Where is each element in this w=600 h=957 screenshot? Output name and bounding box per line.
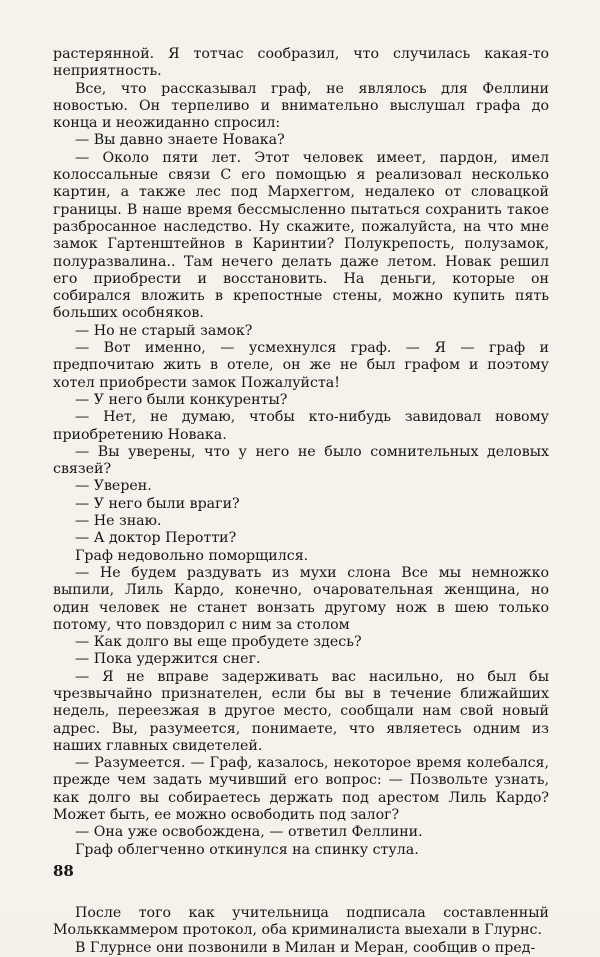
paragraph: — Нет, не думаю, чтобы кто-нибудь завидовал новому приобретению Новака. (53, 409, 549, 443)
paragraph: — Как долго вы еще пробудете здесь? (75, 634, 362, 651)
paragraph: Все, что рассказывал граф, не являлось для Феллини новостью. Он терпеливо и внимательно выслушал графа до конца и неожиданно спросил: (53, 80, 549, 132)
paragraph: — Она уже освобождена, — ответил Феллини. (75, 824, 423, 841)
paragraph: — Я не вправе задерживать вас насильно, но был бы чрезвычайно признателен, если бы вы в течение ближайших недель, переезжая в другое место, сообщали нам свой новый адрес. Вы, разумеется, понимаете, что являетесь одним из наших главных свидетелей. (53, 668, 549, 754)
next-section (53, 905, 549, 957)
paragraph: — Уверен. (75, 478, 152, 495)
dialogue-section (53, 46, 549, 859)
paragraph: — А доктор Перотти? (75, 530, 237, 547)
paragraph: — Вот именно, — усмехнулся граф. — Я — граф и предпочитаю жить в отеле, он же не был графом и поэтому хотел приобрести замок Пожалуйста! (53, 340, 549, 391)
paragraph: — Пока удержится снег. (75, 651, 261, 668)
paragraph: растерянной. Я тотчас сообразил, что случилась какая-то неприятность. (53, 46, 549, 80)
paragraph: — У него были конкуренты? (75, 391, 288, 408)
paragraph: — У него были враги? (75, 495, 240, 512)
paragraph: — Но не старый замок? (75, 322, 253, 339)
paragraph: — Вы уверены, что у него не было сомнительных деловых связей? (53, 443, 549, 478)
page-body-text (53, 46, 549, 957)
paragraph: — Не знаю. (75, 513, 162, 530)
paragraph: После того как учительница подписала составленный Мольккаммером протокол, оба криминалиста выехали в Глурнс. (53, 904, 549, 939)
section-break (53, 859, 549, 905)
paragraph: — Около пяти лет. Этот человек имеет, пардон, имел колоссальные связи С его помощью я реализовал несколько картин, а также лес под Мархеггом, недалеко от словацкой границы. В наше время бессмысленно пытаться сохранить такое разбросанное наследство. Ну скажите, пожалуйста, на что мне замок Гартенштейнов в Каринтии? Полукрепость, полузамок, полуразвалина.. Там нечего делать даже летом. Новак решил его приобрести и восстановить. На деньги, которые он собирался вложить в крепостные стены, можно купить пять больших особняков. (53, 149, 549, 322)
paragraph: — Вы давно знаете Новака? (75, 132, 285, 149)
paragraph: Граф облегченно откинулся на спинку стула. (75, 841, 419, 858)
paragraph: — Разумеется. — Граф, казалось, некоторое время колебался, прежде чем задать мучивший его вопрос: — Позвольте узнать, как долго вы собираетесь держать под арестом Лиль Кардо? Может быть, ее можно освободить под залог? (53, 755, 549, 824)
page-number: 88 (53, 862, 74, 880)
paragraph: Граф недовольно поморщился. (75, 547, 309, 564)
paragraph: В Глурнсе они позвонили в Милан и Меран, сообщив о пред- (75, 939, 536, 956)
paragraph: — Не будем раздувать из мухи слона Все мы немножко выпили, Лиль Кардо, конечно, очаровательная женщина, но один человек не станет вонзать другому нож в шею только потому, что повздорил с ним за столом (53, 564, 549, 633)
